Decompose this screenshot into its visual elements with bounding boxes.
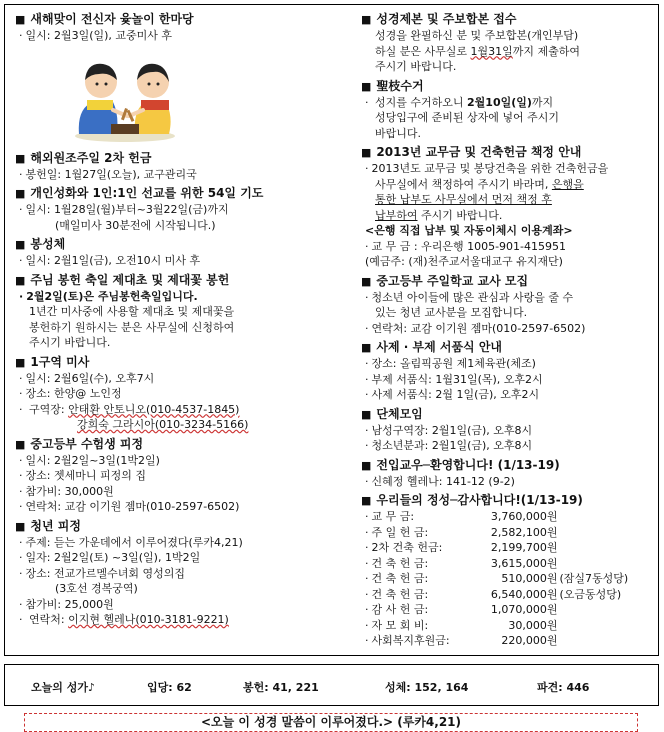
- detail-line: · 2월2일(토)은 주님봉헌축일입니다.: [15, 289, 350, 305]
- bulletin-frame: [4, 4, 659, 656]
- right-column: [361, 11, 659, 652]
- section-title: ■ 해외원조주일 2차 헌금: [15, 150, 350, 167]
- detail-line: 봉헌하기 원하시는 분은 사무실에 신청하여: [29, 320, 235, 334]
- left-column: [15, 11, 350, 631]
- detail-text: 하실 분은 사무실로: [375, 44, 468, 58]
- offering-amount: 510,000원: [501, 572, 558, 585]
- offering-amount: 2,199,700원: [490, 541, 558, 554]
- detail-label: 구역장:: [29, 402, 65, 416]
- bank-account-title: <은행 직접 납부 및 자동이체시 이용계좌>: [365, 224, 573, 237]
- detail-line: · 2013년도 교무금 및 봉당건축을 위한 건축헌금을: [361, 161, 659, 177]
- detail-line: · 참가비: 30,000원: [15, 484, 350, 500]
- detail-line: · 장소: 젯세마니 피정의 집: [15, 468, 350, 484]
- detail-line: (매일미사 30분전에 시작됩니다.): [55, 218, 216, 232]
- offering-row: [361, 509, 659, 525]
- children-playing-illustration: [69, 48, 181, 144]
- section-title: ■ 봉성체: [15, 236, 350, 253]
- offering-amount: 3,760,000원: [490, 510, 558, 523]
- detail-line: (3호선 경복궁역): [55, 582, 138, 595]
- detail-line: · 신혜정 헬레나: 141-12 (9-2): [361, 474, 659, 490]
- section-offerings: [361, 492, 659, 649]
- detail-line: 주시기 바랍니다.: [29, 336, 111, 349]
- detail-text: 까지: [531, 95, 554, 109]
- offering-note: (잠실7동성당): [559, 572, 629, 585]
- bullet-dot: ·: [365, 556, 369, 570]
- bullet-dot: ·: [365, 510, 369, 523]
- detail-line: 성경을 완필하신 분 및 주보합본(개인부담): [375, 29, 579, 42]
- section-overseas-aid: [15, 150, 350, 183]
- offering-label: 감 사 헌 금:: [371, 603, 429, 616]
- offering-amount: 3,615,000원: [490, 556, 558, 570]
- offering-label: 자 모 회 비:: [371, 618, 429, 632]
- detail-line: · 연락처: 교감 이기원 젬마(010-2597-6502): [15, 499, 350, 515]
- detail-line: · 청소년 아이들에 많은 관심과 사랑을 줄 수: [361, 290, 659, 306]
- bullet-dot: ·: [365, 525, 369, 539]
- offertory-hymn: 봉헌: 41, 221: [243, 681, 319, 694]
- offering-amount: 220,000원: [501, 634, 558, 647]
- section-candle-flower-offering: [15, 272, 350, 351]
- detail-line: · 일시: 2월1일(금), 오전10시 미사 후: [15, 253, 350, 269]
- detail-value: 강희숙 그라시아(010-3234-5166): [77, 418, 249, 431]
- detail-line: 주시기 바랍니다.: [375, 60, 457, 73]
- detail-text: 주시기 바랍니다.: [421, 208, 503, 222]
- section-title: ■ 새해맞이 전신자 윷놀이 한마당: [15, 11, 350, 28]
- detail-line: · 주제: 듣는 가운데에서 이루어졌다(루카4,21): [15, 535, 350, 551]
- offering-label: 2차 건축 헌금:: [371, 541, 443, 554]
- detail-line: [361, 208, 659, 224]
- section-group-meetings: [361, 406, 659, 454]
- communion-hymn: 성체: 152, 164: [385, 681, 469, 694]
- section-youth-retreat: [15, 518, 350, 628]
- section-title: ■ 중고등부 수험생 피정: [15, 436, 350, 453]
- section-title: ■ 전입교우─환영합니다! (1/13-19): [361, 457, 659, 474]
- detail-text: 사무실에서 책정하여 주시기 바라며,: [375, 177, 549, 191]
- mass-stats-bar: [4, 664, 659, 706]
- section-title: ■ 사제 · 부제 서품식 안내: [361, 339, 659, 356]
- detail-line: · 장소: 한양@ 노인정: [15, 386, 350, 402]
- detail-line: · 일시: 2월6일(수), 오후7시: [15, 371, 350, 387]
- offering-label: 건 축 헌 금:: [371, 587, 429, 601]
- detail-line: [361, 95, 659, 111]
- section-title: ■ 1구역 미사: [15, 354, 350, 371]
- detail-text: 납부하여: [375, 208, 418, 222]
- offering-amount: 6,540,000원: [490, 587, 558, 601]
- detail-line: [15, 612, 350, 628]
- detail-line: 통한 납부도 사무실에서 먼저 책정 후: [375, 193, 552, 206]
- bank-account-line: · 교 무 금 : 우리은행 1005-901-415951: [361, 239, 659, 255]
- section-exam-retreat: [15, 436, 350, 515]
- dismissal-hymn: 파견: 446: [537, 681, 590, 694]
- detail-line: · 연락처: 교감 이기원 젬마(010-2597-6502): [361, 321, 659, 337]
- offering-row: [361, 633, 659, 649]
- detail-line: · 일시: 2월3일(일), 교중미사 후: [15, 28, 350, 44]
- section-new-parishioners: [361, 457, 659, 490]
- scripture-quote: <오늘 이 성경 말씀이 이루어졌다.> (루카4,21): [24, 713, 638, 732]
- section-title: ■ 주님 봉헌 축일 제대초 및 제대꽃 봉헌: [15, 272, 350, 289]
- detail-line: · 봉헌일: 1월27일(오늘), 교구관리국: [15, 167, 350, 183]
- detail-line: 있는 청년 교사분을 모집합니다.: [375, 306, 528, 319]
- bullet-dot: ·: [365, 587, 369, 601]
- offering-row: [361, 540, 659, 556]
- section-bible-binding: [361, 11, 659, 75]
- section-title: ■ 개인성화와 1인:1인 선교를 위한 54일 기도: [15, 185, 350, 202]
- detail-text: 은행을: [551, 177, 584, 191]
- bullet-dot: ·: [365, 618, 369, 632]
- bullet-dot: ·: [365, 541, 369, 554]
- section-ordination: [361, 339, 659, 403]
- section-54-day-prayer: [15, 185, 350, 233]
- detail-line: 성당입구에 준비된 상자에 넣어 주시기: [375, 111, 560, 124]
- detail-line: [15, 417, 350, 433]
- offering-amount: 30,000원: [508, 618, 558, 632]
- deadline-date: 1월31일: [470, 44, 513, 58]
- section-title: ■ 聖枝수거: [361, 78, 659, 95]
- detail-line: 바랍니다.: [375, 126, 422, 140]
- section-title: ■ 중고등부 주일학교 교사 모집: [361, 273, 659, 290]
- section-title: ■ 단체모임: [361, 406, 659, 423]
- section-title: ■ 우리들의 정성─감사합니다!(1/13-19): [361, 492, 659, 509]
- detail-line: · 일시: 1월28일(월)부터~3월22일(금)까지: [15, 202, 350, 218]
- section-title: ■ 2013년 교무금 및 건축헌금 책정 안내: [361, 144, 659, 161]
- offering-label: 주 일 헌 금:: [371, 525, 429, 539]
- offering-label: 사회복지후원금:: [371, 634, 450, 647]
- offering-label: 건 축 헌 금:: [371, 556, 429, 570]
- offering-amount: 1,070,000원: [490, 603, 558, 616]
- detail-line: · 청소년분과: 2월1일(금), 오후8시: [361, 438, 659, 454]
- detail-label: 연락처:: [29, 613, 65, 626]
- offering-label: 교 무 금:: [371, 510, 415, 523]
- detail-line: · 장소: 전교가르멜수녀회 영성의집: [15, 566, 350, 582]
- entrance-hymn: 입당: 62: [147, 681, 192, 694]
- detail-line: [15, 402, 350, 418]
- detail-line: · 일자: 2월2일(토) ~3일(일), 1박2일: [15, 550, 350, 566]
- hymn-label: 오늘의 성가♪: [31, 681, 95, 694]
- offering-label: 건 축 헌 금:: [371, 572, 429, 585]
- section-district-mass: [15, 354, 350, 433]
- detail-value: 이지현 헬레나(010-3181-9221): [68, 613, 229, 626]
- detail-value: 안태환 안토니오(010-4537-1845): [68, 402, 240, 416]
- detail-line: · 부제 서품식: 1월31일(목), 오후2시: [361, 372, 659, 388]
- offering-row: [361, 556, 659, 572]
- section-title: ■ 성경제본 및 주보합본 접수: [361, 11, 659, 28]
- section-yutnori: [15, 11, 350, 144]
- detail-line: 1년간 미사중에 사용할 제대초 및 제대꽃을: [29, 305, 235, 318]
- section-communion-visit: [15, 236, 350, 269]
- offering-amount: 2,582,100원: [490, 525, 558, 539]
- detail-line: · 남성구역장: 2월1일(금), 오후8시: [361, 423, 659, 439]
- offering-note: (오금동성당): [559, 587, 622, 601]
- section-palm-collection: [361, 78, 659, 142]
- section-dues-assessment: [361, 144, 659, 270]
- bank-account-holder: (예금주: (재)천주교서울대교구 유지재단): [365, 255, 563, 268]
- detail-line: · 일시: 2월2일~3일(1박2일): [15, 453, 350, 469]
- detail-text: 성지를 수거하오니: [375, 95, 464, 109]
- bullet-dot: ·: [365, 572, 369, 585]
- deadline-date: 2월10일(일): [467, 95, 532, 109]
- offering-row: [361, 525, 659, 541]
- offerings-table: [361, 509, 659, 649]
- offering-row: [361, 587, 659, 603]
- detail-line: · 참가비: 25,000원: [15, 597, 350, 613]
- offering-row: [361, 618, 659, 634]
- section-title: ■ 청년 피정: [15, 518, 350, 535]
- detail-line: · 장소: 올림픽공원 제1체육관(체조): [361, 356, 659, 372]
- bullet-dot: ·: [365, 603, 369, 616]
- section-teacher-recruitment: [361, 273, 659, 337]
- detail-line: [361, 44, 659, 60]
- bullet-dot: ·: [365, 634, 369, 647]
- detail-text: 까지 제출하여: [512, 44, 581, 58]
- detail-line: [361, 177, 659, 193]
- detail-line: · 사제 서품식: 2월 1일(금), 오후2시: [361, 387, 659, 403]
- offering-row: [361, 602, 659, 618]
- offering-row: [361, 571, 659, 587]
